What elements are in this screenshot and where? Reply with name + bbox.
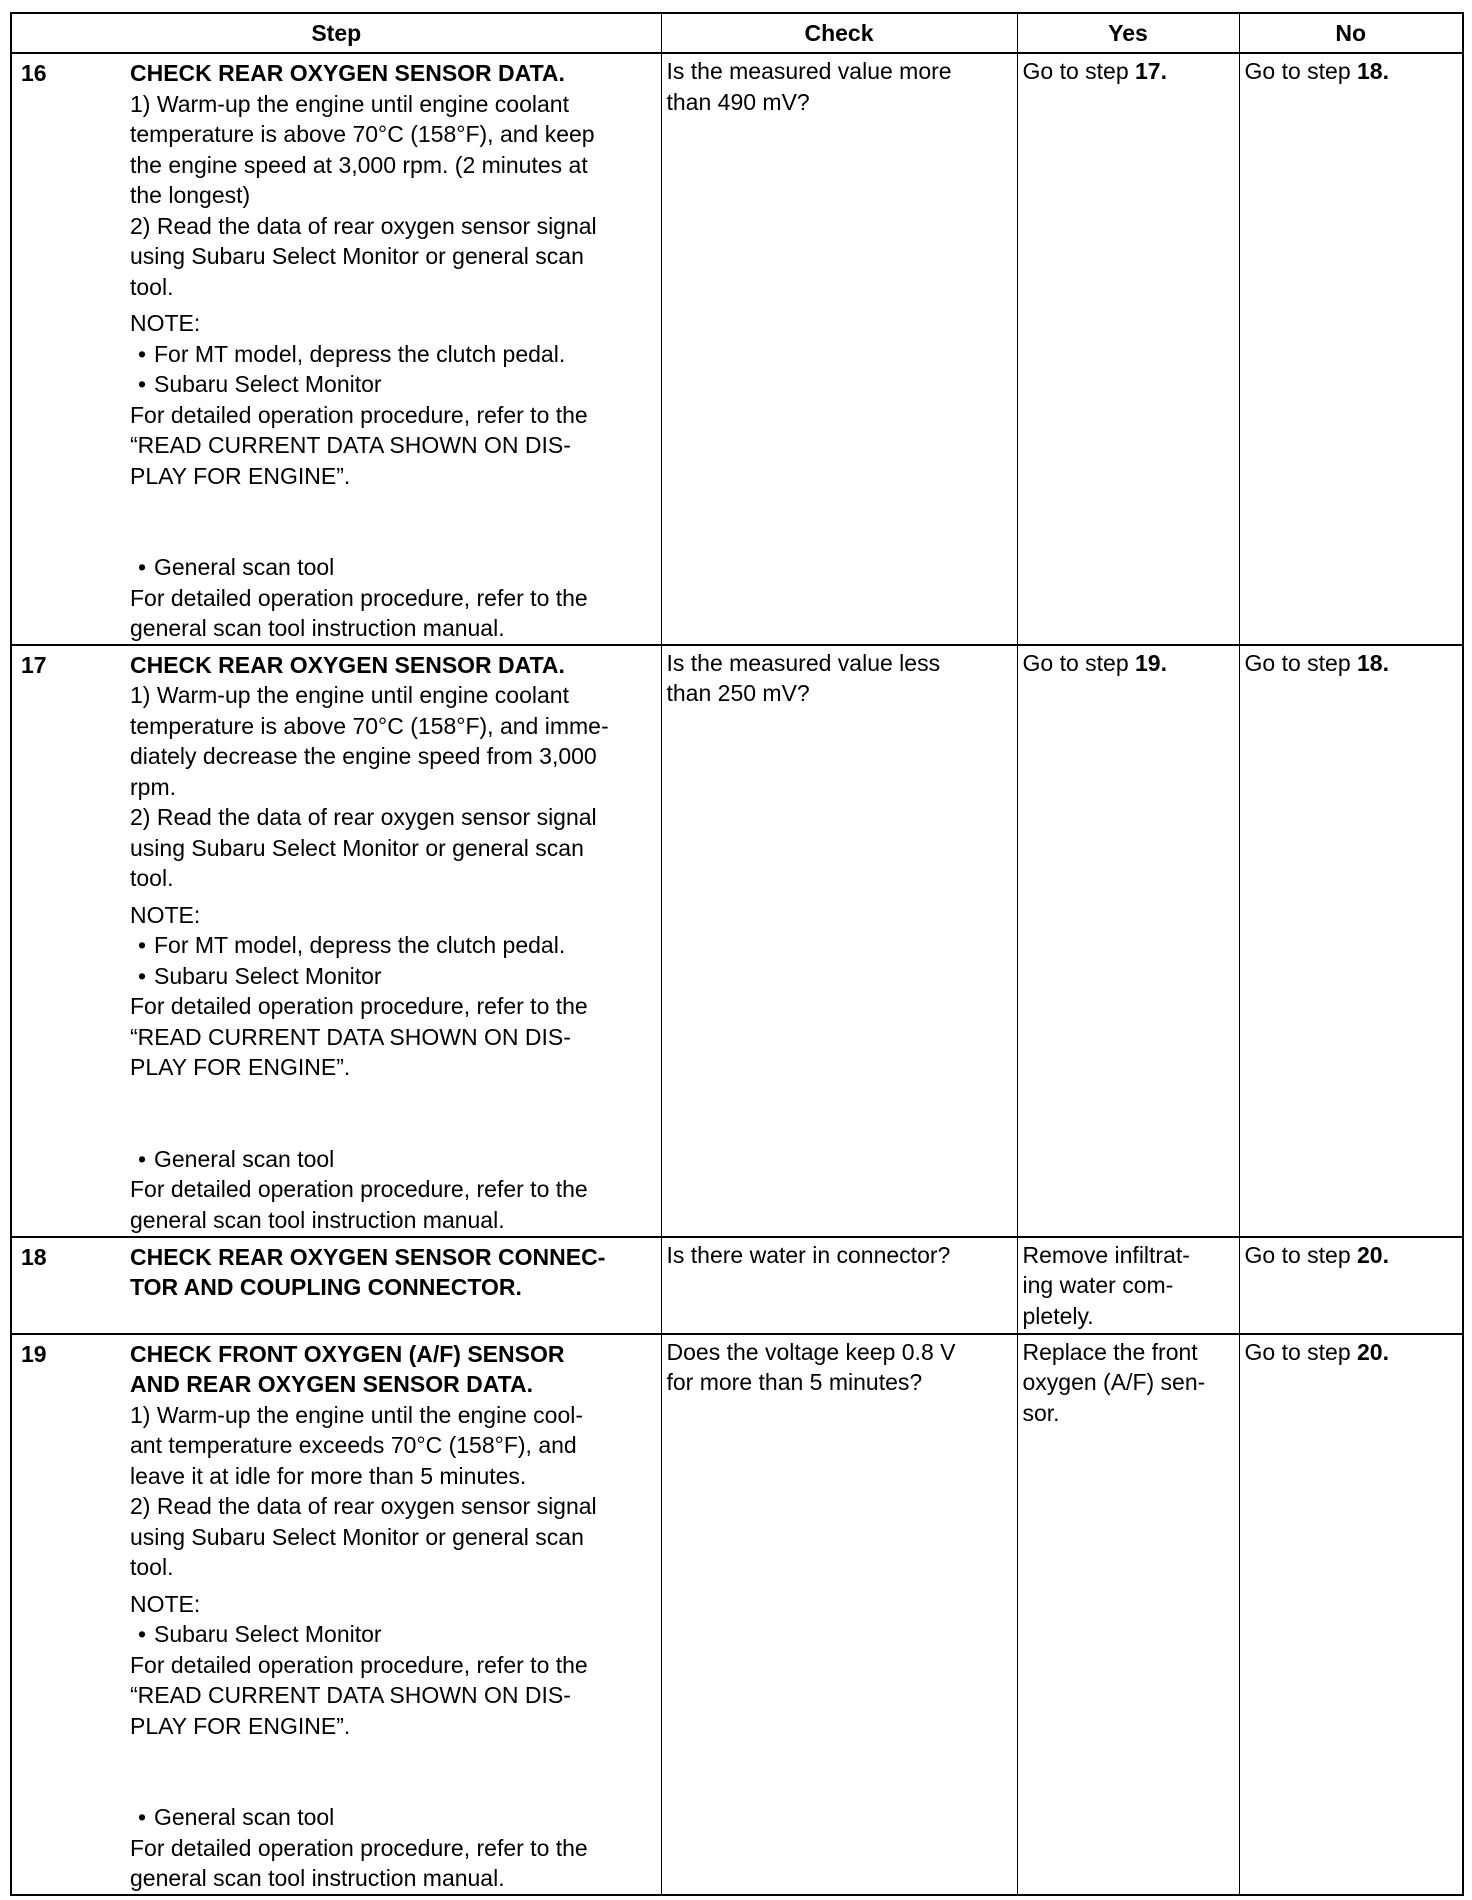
text-line: For detailed operation procedure, refer to the (130, 1176, 588, 1203)
text-line: diately decrease the engine speed from 3,000 (130, 743, 597, 770)
instruction-2 (130, 802, 652, 894)
step-body (130, 1240, 656, 1303)
step-title: CHECK REAR OXYGEN SENSOR DATA. (130, 60, 565, 86)
yes-cell (1017, 645, 1239, 1237)
text-line: than 250 mV? (666, 680, 810, 707)
text-line: Remove infiltrat- (1022, 1241, 1190, 1268)
text-line: general scan tool instruction manual. (130, 1206, 505, 1233)
bullet-icon: • (137, 554, 147, 580)
no-cell (1239, 1334, 1463, 1895)
text-line: “READ CURRENT DATA SHOWN ON DIS- (130, 432, 571, 458)
bullet-item (130, 1802, 652, 1833)
step-body (130, 56, 656, 644)
yes-step-ref: 19. (1135, 649, 1167, 676)
text-line: PLAY FOR ENGINE”. (130, 462, 351, 489)
yes-text: Go to step (1022, 58, 1136, 84)
table-row-step-18 (11, 1237, 1463, 1334)
step-title (130, 1242, 652, 1303)
check-cell (661, 645, 1017, 1237)
text-line: TOR AND COUPLING CONNECTOR. (130, 1274, 522, 1301)
no-step-ref: 20. (1357, 1241, 1389, 1268)
text-line: ing water com- (1022, 1272, 1174, 1299)
text-line: using Subaru Select Monitor or general scan (130, 243, 584, 269)
bullet-text: Subaru Select Monitor (154, 1621, 382, 1648)
check-cell (661, 1237, 1017, 1334)
check-cell (661, 1334, 1017, 1895)
text-line: tool. (130, 273, 174, 300)
text-line: “READ CURRENT DATA SHOWN ON DIS- (130, 1023, 571, 1050)
diagnostic-page (10, 12, 1462, 1896)
diagnostic-table (10, 12, 1464, 1896)
step-cell (11, 53, 661, 645)
check-cell (661, 53, 1017, 645)
text-line: 1) Warm-up the engine until engine coolant (130, 90, 569, 117)
bullet-item (130, 1619, 652, 1650)
no-cell (1239, 53, 1463, 645)
text-line: for more than 5 minutes? (666, 1369, 923, 1396)
text-line: 2) Read the data of rear oxygen sensor signal (130, 1493, 597, 1520)
bullet-item (130, 930, 652, 961)
text-line: PLAY FOR ENGINE”. (130, 1712, 351, 1739)
note-label: NOTE: (130, 1590, 201, 1617)
text-line: than 490 mV? (666, 88, 810, 115)
text-line: tool. (130, 865, 174, 892)
text-line: For detailed operation procedure, refer to the (130, 1834, 588, 1861)
text-line: oxygen (A/F) sen- (1022, 1369, 1206, 1396)
header-check: Check (661, 13, 1017, 53)
step-number: 18 (21, 1243, 47, 1270)
text-line: pletely. (1022, 1302, 1094, 1329)
text-line: PLAY FOR ENGINE”. (130, 1054, 351, 1081)
step-number: 19 (21, 1340, 47, 1367)
step-number: 16 (21, 60, 47, 86)
bullet-item (130, 552, 652, 583)
text-line: For detailed operation procedure, refer to the (130, 584, 588, 611)
bullet-item (130, 339, 652, 370)
text-line: the engine speed at 3,000 rpm. (2 minutes at (130, 151, 588, 178)
text-line: general scan tool instruction manual. (130, 1865, 505, 1892)
text-line: CHECK REAR OXYGEN SENSOR CONNEC- (130, 1243, 606, 1270)
bullet-text: General scan tool (154, 554, 335, 580)
text-line: CHECK FRONT OXYGEN (A/F) SENSOR (130, 1340, 565, 1367)
no-cell (1239, 645, 1463, 1237)
text-line: Replace the front (1022, 1338, 1198, 1365)
text-line: sor. (1022, 1399, 1060, 1426)
step-title: CHECK REAR OXYGEN SENSOR DATA. (130, 651, 565, 678)
yes-text: Go to step (1022, 649, 1136, 676)
table-row-step-19 (11, 1334, 1463, 1895)
step-cell (11, 1334, 661, 1895)
text-line: For detailed operation procedure, refer to the (130, 993, 588, 1020)
text-line: general scan tool instruction manual. (130, 615, 505, 641)
text-line: leave it at idle for more than 5 minutes. (130, 1462, 527, 1489)
yes-cell (1017, 1237, 1239, 1334)
text-line: For detailed operation procedure, refer to the (130, 401, 588, 428)
text-line: using Subaru Select Monitor or general scan (130, 1523, 584, 1550)
text-line: using Subaru Select Monitor or general scan (130, 834, 584, 861)
text-line: “READ CURRENT DATA SHOWN ON DIS- (130, 1682, 571, 1709)
text-line: For detailed operation procedure, refer to the (130, 1651, 588, 1678)
text-line: Is the measured value less (666, 649, 941, 676)
bullet-text: General scan tool (154, 1145, 335, 1172)
text-line: temperature is above 70°C (158°F), and keep (130, 121, 595, 147)
no-text: Go to step (1244, 649, 1358, 676)
text-line: 2) Read the data of rear oxygen sensor signal (130, 212, 597, 239)
spacer (130, 1083, 652, 1144)
text-line: Does the voltage keep 0.8 V (666, 1338, 956, 1365)
note-label: NOTE: (130, 310, 201, 336)
text-line: temperature is above 70°C (158°F), and imme- (130, 712, 609, 739)
instruction-1 (130, 89, 652, 211)
step-number: 17 (21, 651, 47, 678)
bullet-text: For MT model, depress the clutch pedal. (154, 932, 566, 959)
text-line: 1) Warm-up the engine until engine coolant (130, 682, 569, 709)
table-header-row (11, 13, 1463, 53)
instruction-2 (130, 211, 652, 303)
yes-step-ref: 17. (1135, 58, 1167, 84)
step-cell (11, 1237, 661, 1334)
no-text: Go to step (1244, 1338, 1358, 1365)
bullet-item (130, 961, 652, 992)
no-cell (1239, 1237, 1463, 1334)
bullet-text: Subaru Select Monitor (154, 371, 382, 397)
bullet-text: General scan tool (154, 1804, 335, 1831)
bullet-icon: • (137, 932, 147, 959)
instruction-1 (130, 680, 652, 802)
text-line: AND REAR OXYGEN SENSOR DATA. (130, 1371, 533, 1398)
bullet-item (130, 369, 652, 400)
bullet-icon: • (137, 1621, 147, 1648)
bullet-item (130, 1144, 652, 1175)
text-line: 1) Warm-up the engine until the engine cool- (130, 1401, 584, 1428)
no-text: Go to step (1244, 1241, 1358, 1268)
step-title (130, 1339, 652, 1400)
note-label: NOTE: (130, 901, 201, 928)
step-body (130, 648, 656, 1236)
text-line: Is the measured value more (666, 58, 952, 84)
spacer (130, 1741, 652, 1802)
yes-cell (1017, 1334, 1239, 1895)
step-cell (11, 645, 661, 1237)
header-step: Step (11, 13, 661, 53)
no-step-ref: 20. (1357, 1338, 1389, 1365)
table-row-step-16 (11, 53, 1463, 645)
text-line: rpm. (130, 773, 176, 800)
text-line: tool. (130, 1554, 174, 1581)
text-line: ant temperature exceeds 70°C (158°F), and (130, 1432, 577, 1459)
text-line: 2) Read the data of rear oxygen sensor signal (130, 804, 597, 831)
instruction-1 (130, 1400, 652, 1492)
spacer (130, 491, 652, 552)
header-yes: Yes (1017, 13, 1239, 53)
bullet-text: For MT model, depress the clutch pedal. (154, 340, 566, 367)
text-line: the longest) (130, 182, 251, 208)
bullet-icon: • (137, 371, 147, 397)
yes-cell (1017, 53, 1239, 645)
no-step-ref: 18. (1357, 649, 1389, 676)
table-row-step-17 (11, 645, 1463, 1237)
bullet-icon: • (137, 1145, 147, 1172)
text-line: Is there water in connector? (666, 1241, 951, 1268)
bullet-text: Subaru Select Monitor (154, 962, 382, 989)
no-text: Go to step (1244, 58, 1358, 84)
bullet-icon: • (137, 340, 147, 367)
step-body (130, 1337, 656, 1894)
header-no: No (1239, 13, 1463, 53)
no-step-ref: 18. (1357, 58, 1389, 84)
instruction-2 (130, 1491, 652, 1583)
bullet-icon: • (137, 1804, 147, 1831)
bullet-icon: • (137, 962, 147, 989)
